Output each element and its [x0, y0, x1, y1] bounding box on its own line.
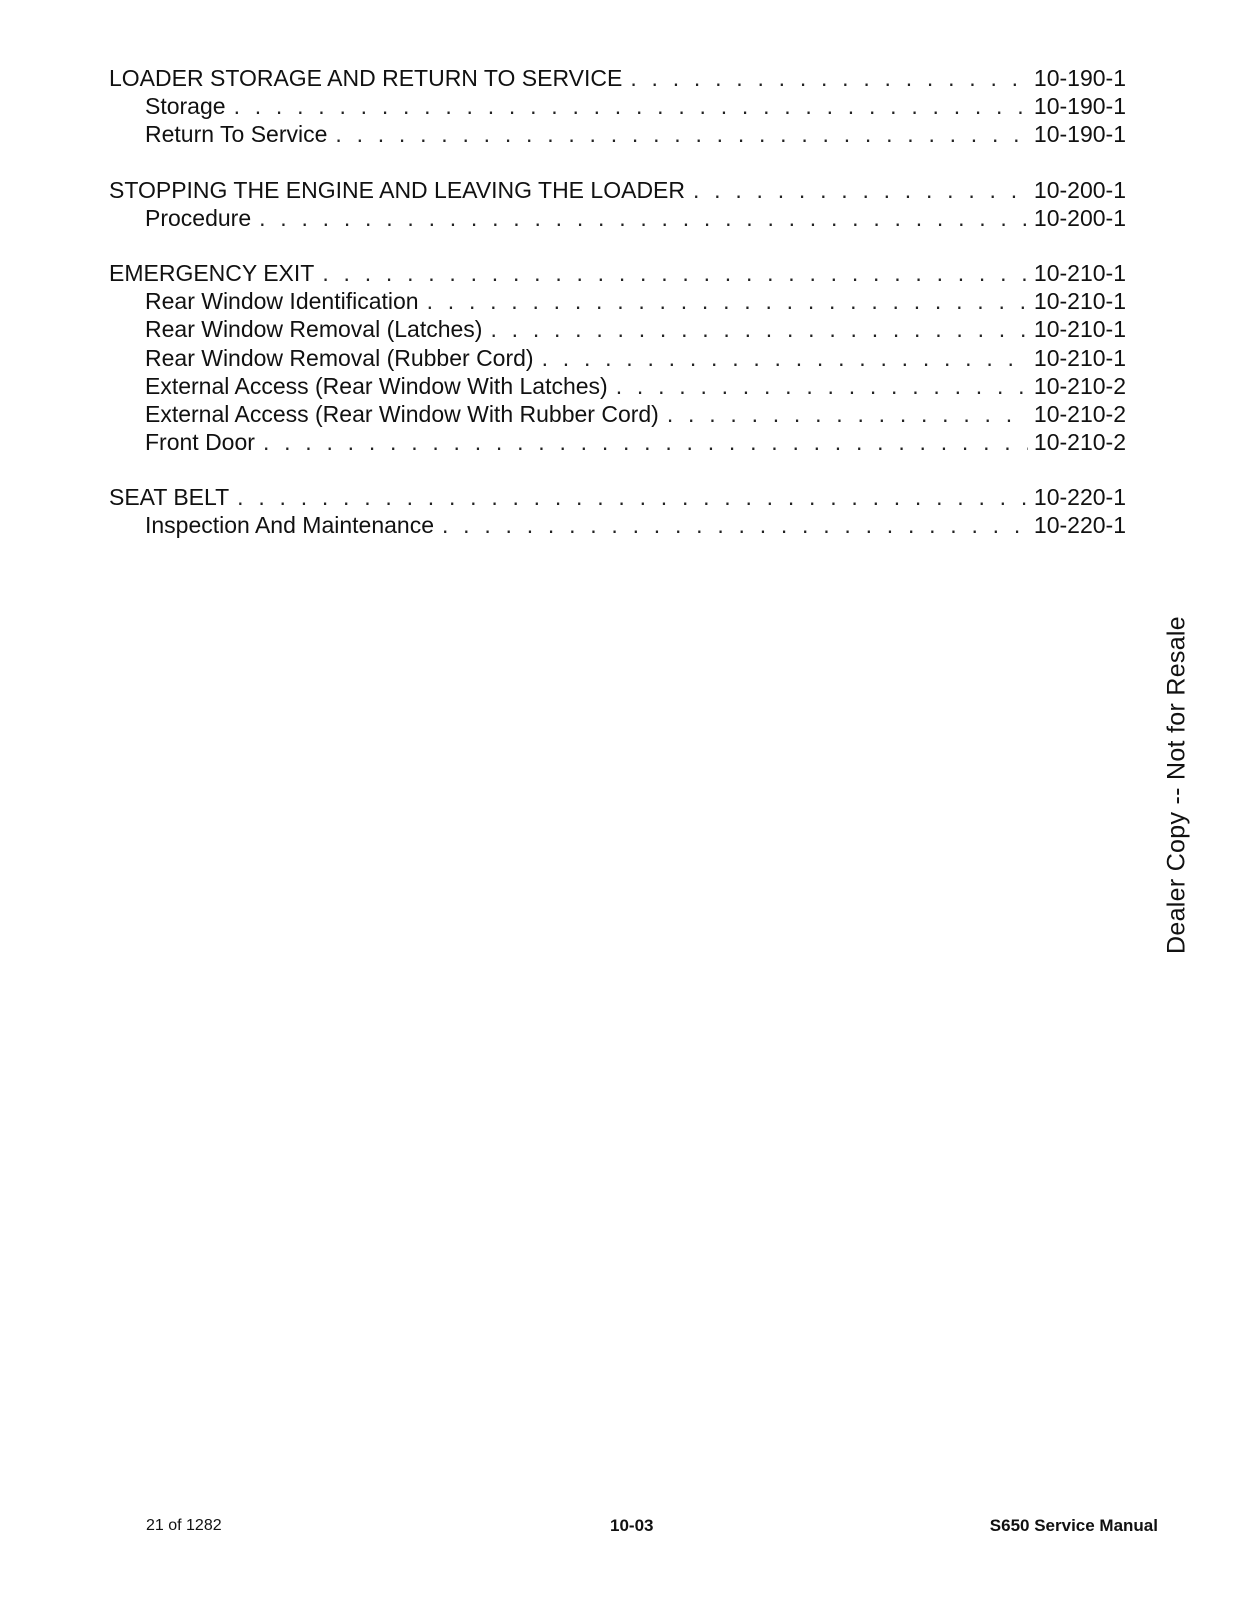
dot-leader	[427, 287, 1028, 315]
footer-manual-title: S650 Service Manual	[989, 1516, 1158, 1535]
toc-entry-page: 10-200-1	[1033, 176, 1126, 203]
toc-section	[109, 64, 1126, 149]
footer-page-count: 21 of 1282	[146, 1517, 222, 1534]
dot-leader	[237, 483, 1028, 511]
toc-entry-title: STOPPING THE ENGINE AND LEAVING THE LOADER	[109, 176, 685, 203]
toc-entry-page: 10-200-1	[1033, 204, 1126, 231]
toc-subentry[interactable]	[109, 511, 1126, 539]
toc-section	[109, 176, 1126, 232]
toc-entry-page: 10-210-1	[1033, 344, 1126, 371]
dot-leader	[335, 120, 1028, 148]
toc-section	[109, 259, 1126, 456]
dot-leader	[490, 315, 1028, 343]
toc-section-heading[interactable]	[109, 176, 1126, 204]
toc-entry-title: Procedure	[145, 204, 252, 231]
table-of-contents	[109, 64, 1126, 567]
toc-subentry[interactable]	[109, 92, 1126, 120]
toc-entry-page: 10-190-1	[1033, 121, 1126, 148]
toc-entry-title: EMERGENCY EXIT	[109, 259, 315, 286]
dot-leader	[442, 511, 1028, 539]
toc-section-heading[interactable]	[109, 483, 1126, 511]
toc-entry-title: SEAT BELT	[109, 484, 230, 511]
toc-entry-page: 10-210-1	[1033, 316, 1126, 343]
toc-section	[109, 483, 1126, 539]
toc-entry-title: LOADER STORAGE AND RETURN TO SERVICE	[109, 65, 623, 91]
toc-entry-title: Return To Service	[145, 121, 328, 148]
toc-subentry[interactable]	[109, 120, 1126, 148]
toc-entry-title: External Access (Rear Window With Latches)	[145, 372, 608, 399]
dot-leader	[693, 176, 1028, 204]
dot-leader	[322, 259, 1028, 287]
toc-section-heading[interactable]	[109, 259, 1126, 287]
toc-entry-title: Rear Window Removal (Latches)	[145, 316, 483, 343]
toc-entry-page: 10-220-1	[1033, 512, 1126, 539]
dot-leader	[263, 428, 1028, 456]
footer-page-number: 10-03	[610, 1516, 654, 1535]
toc-subentry[interactable]	[109, 344, 1126, 372]
dot-leader	[259, 204, 1028, 232]
dot-leader	[616, 372, 1028, 400]
toc-subentry[interactable]	[109, 428, 1126, 456]
toc-entry-page: 10-210-2	[1033, 400, 1126, 427]
dot-leader	[630, 64, 1028, 92]
toc-entry-page: 10-210-2	[1033, 429, 1126, 456]
toc-subentry[interactable]	[109, 204, 1126, 232]
toc-entry-page: 10-190-1	[1033, 65, 1126, 91]
toc-subentry[interactable]	[109, 400, 1126, 428]
dot-leader	[234, 92, 1028, 120]
toc-section-heading[interactable]	[109, 64, 1126, 92]
toc-entry-title: Front Door	[145, 429, 255, 456]
watermark-text: Dealer Copy -- Not for Resale	[1162, 616, 1191, 954]
toc-entry-page: 10-210-1	[1033, 259, 1126, 286]
toc-entry-title: Storage	[145, 93, 226, 120]
dot-leader	[542, 344, 1028, 372]
toc-entry-page: 10-190-1	[1033, 93, 1126, 120]
toc-entry-page: 10-210-1	[1033, 288, 1126, 315]
toc-entry-page: 10-210-2	[1033, 372, 1126, 399]
toc-subentry[interactable]	[109, 372, 1126, 400]
toc-subentry[interactable]	[109, 315, 1126, 343]
toc-entry-title: Inspection And Maintenance	[145, 512, 434, 539]
toc-entry-title: Rear Window Removal (Rubber Cord)	[145, 344, 534, 371]
toc-entry-title: External Access (Rear Window With Rubber Cord)	[145, 400, 659, 427]
dot-leader	[667, 400, 1028, 428]
toc-entry-title: Rear Window Identification	[145, 288, 419, 315]
toc-entry-page: 10-220-1	[1033, 484, 1126, 511]
toc-subentry[interactable]	[109, 287, 1126, 315]
